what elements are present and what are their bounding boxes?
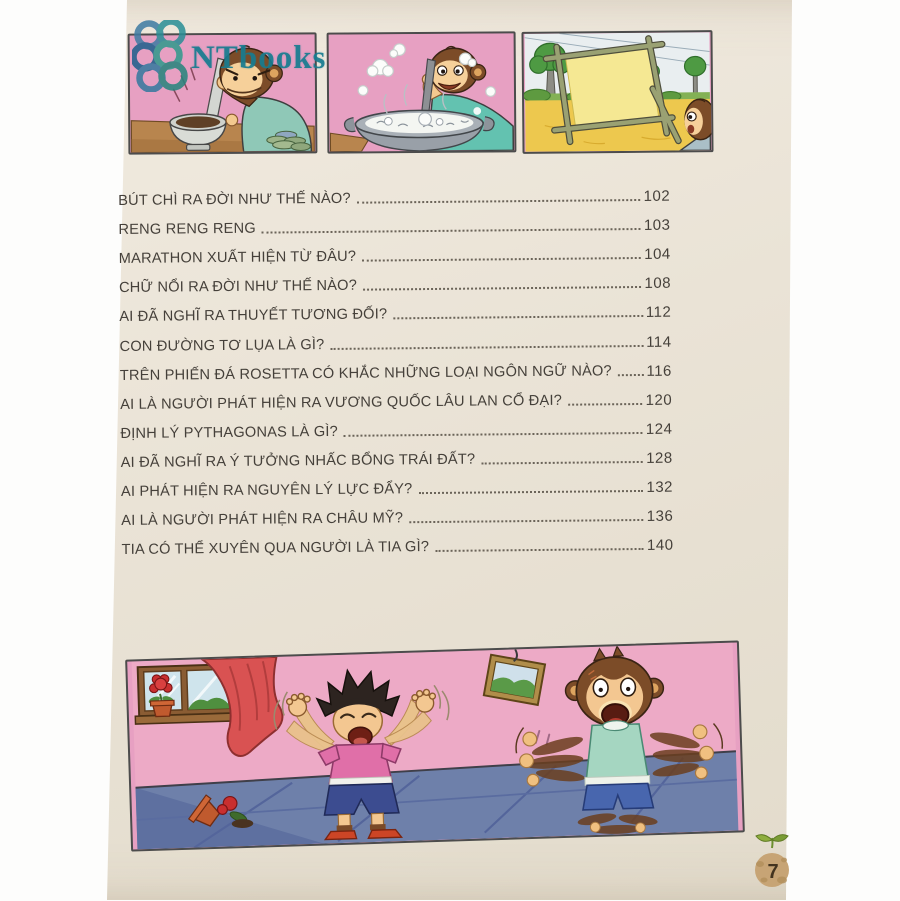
logo-text: NTbooks bbox=[191, 40, 327, 76]
toc-entry-title: CON ĐƯỜNG TƠ LỤA LÀ GÌ? bbox=[119, 336, 325, 355]
toc-entry bbox=[121, 525, 673, 559]
dot-leader bbox=[618, 374, 644, 376]
dot-leader bbox=[481, 461, 643, 465]
sprout-leaf-icon bbox=[772, 835, 788, 842]
comic-panel-paper-drying-frame bbox=[521, 30, 713, 154]
drying-paper-sheet bbox=[565, 48, 659, 128]
picture-frame bbox=[484, 655, 545, 705]
sprout-leaf-icon bbox=[756, 835, 772, 842]
dot-leader bbox=[435, 548, 644, 552]
toc-entry-title: AI ĐÃ NGHĨ RA THUYẾT TƯƠNG ĐỐI? bbox=[119, 306, 388, 326]
toc-entry-title: RENG RENG RENG bbox=[118, 220, 256, 239]
toc-entry-title: TIA CÓ THỂ XUYÊN QUA NGƯỜI LÀ TIA GÌ? bbox=[121, 539, 430, 559]
dot-leader bbox=[409, 519, 644, 523]
toc-entry-title: AI ĐÃ NGHĨ RA Ý TƯỞNG NHẤC BỔNG TRÁI ĐẤT? bbox=[120, 451, 476, 471]
dot-leader bbox=[419, 490, 644, 494]
dot-leader bbox=[262, 228, 641, 234]
toc-entry bbox=[120, 350, 672, 384]
dot-leader bbox=[357, 199, 641, 204]
toc-entry-page: 116 bbox=[646, 362, 672, 380]
toc-entry-page: 104 bbox=[644, 245, 671, 264]
ntbooks-logo bbox=[132, 20, 326, 97]
interlocking-rings-logo-icon bbox=[132, 20, 188, 97]
toc-entry-title: MARATHON XUẤT HIỆN TỪ ĐÂU? bbox=[118, 248, 357, 268]
toc-entry-title: AI PHÁT HIỆN RA NGUYÊN LÝ LỰC ĐẨY? bbox=[120, 481, 413, 501]
toc-entry-page: 132 bbox=[646, 478, 674, 496]
comic-panel-boy-and-monkey-shaking bbox=[125, 640, 745, 851]
page-number-badge bbox=[746, 830, 798, 901]
dot-leader bbox=[568, 403, 643, 406]
toc-entry-title: AI LÀ NGƯỜI PHÁT HIỆN RA CHÂU MỸ? bbox=[121, 510, 404, 530]
page-number: 7 bbox=[767, 861, 779, 883]
toc-entry-title: BÚT CHÌ RA ĐỜI NHƯ THẾ NÀO? bbox=[118, 190, 351, 210]
dot-leader bbox=[363, 286, 641, 291]
toc-entry-page: 112 bbox=[645, 304, 672, 322]
comic-panel-monkey-stirring-pot bbox=[327, 31, 517, 153]
dot-leader bbox=[344, 432, 643, 437]
toc-entry-title: CHỮ NỔI RA ĐỜI NHƯ THẾ NÀO? bbox=[118, 278, 358, 297]
dot-leader bbox=[330, 345, 643, 350]
toc-entry-page: 108 bbox=[644, 275, 672, 293]
table-of-contents bbox=[118, 176, 674, 560]
toc-entry-page: 103 bbox=[643, 216, 671, 235]
toc-entry-page: 114 bbox=[646, 333, 672, 351]
toc-entry-page: 136 bbox=[646, 507, 674, 526]
toc-entry-page: 124 bbox=[645, 420, 673, 438]
dot-leader bbox=[362, 257, 641, 262]
toc-entry-page: 128 bbox=[646, 449, 673, 467]
toc-entry-title: AI LÀ NGƯỜI PHÁT HIỆN RA VƯƠNG QUỐC LÂU LAN CỔ ĐẠI? bbox=[120, 392, 563, 413]
toc-entry-title: TRÊN PHIẾN ĐÁ ROSETTA CÓ KHẮC NHỮNG LOẠI NGÔN NGỮ NÀO? bbox=[119, 362, 612, 384]
toc-entry-page: 140 bbox=[646, 536, 674, 555]
toc-entry-title: ĐỊNH LÝ PYTHAGONAS LÀ GÌ? bbox=[120, 423, 338, 442]
toc-entry-page: 102 bbox=[643, 187, 671, 206]
dot-leader bbox=[393, 315, 643, 319]
toc-entry-page: 120 bbox=[645, 391, 673, 409]
